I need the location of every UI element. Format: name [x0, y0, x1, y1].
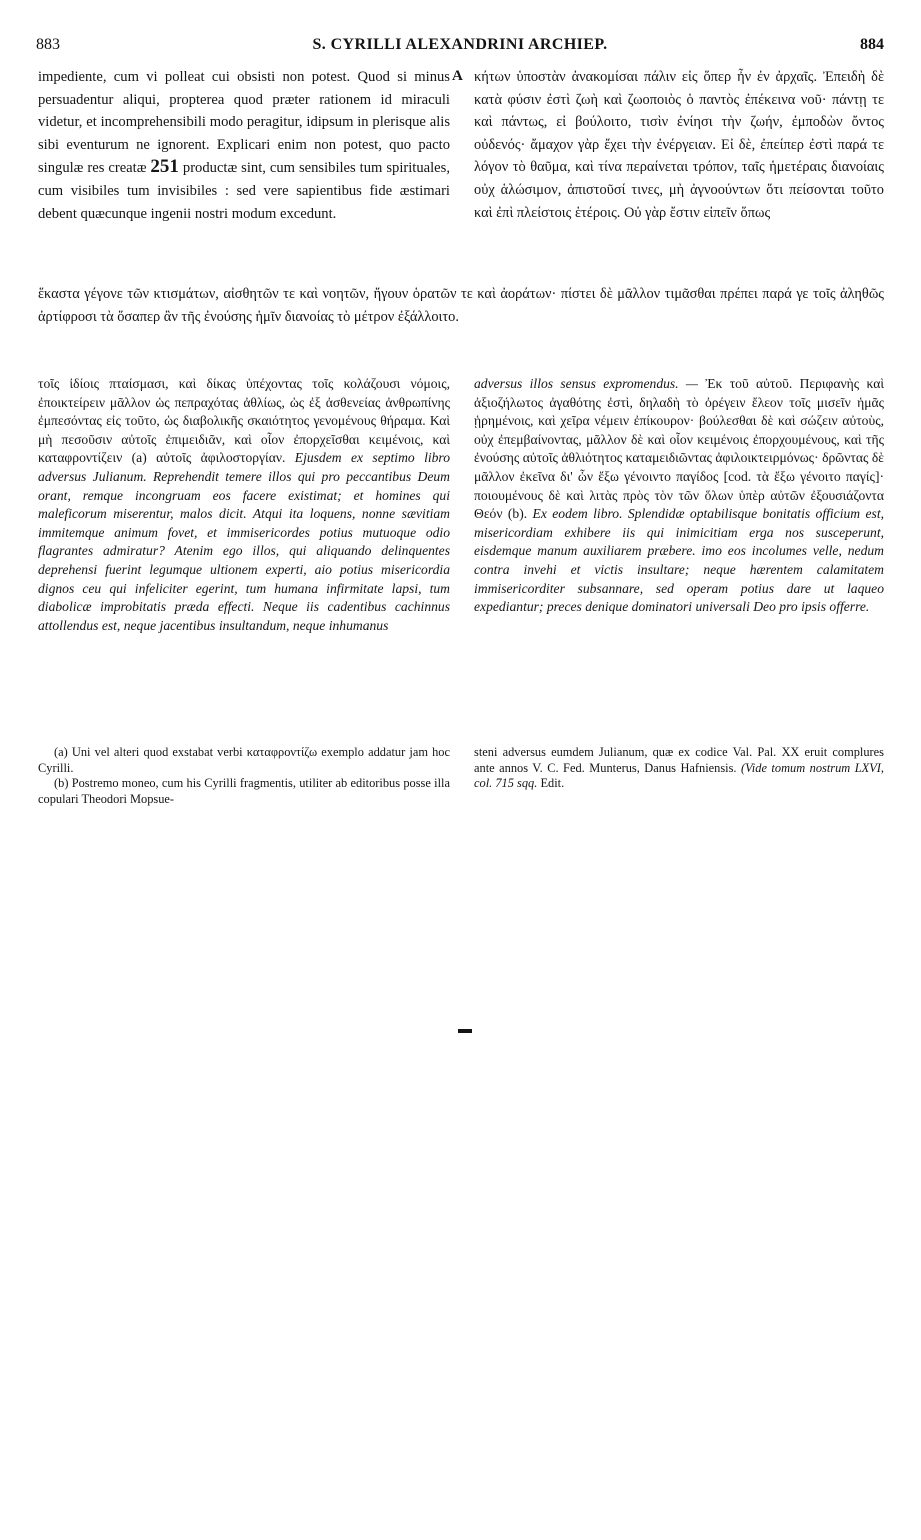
- latin-paragraph: impediente, cum vi polleat cui obsisti non potest. Quod si minus persuadentur aliqui, propterea quod præter rationem id miraculi videtur, et incomprehensibili modo peragitur, idipsum in plerisque alis sibi eventurum ne ignorent. Explicari enim non potest, quo pacto singulæ res creatæ 251 productæ sint, cum sensibiles tum spirituales, cum visibiles tum invisibiles : sed vere sapientibus fide æstimari debent quæcunque ingenii nostri modum excedunt.: [38, 69, 450, 222]
- page-end-dash: [458, 1029, 472, 1033]
- greek-paragraph: κήτων ὑποστὰν ἀνακομίσαι πάλιν εἰς ὅπερ ἦν ἐν ἀρχαῖς. Ἐπειδὴ δὲ κατὰ φύσιν ἐστὶ ζωὴ καὶ ζωοποιὸς ὁ παντὸς ἐπέκεινα νοῦ· πάντῃ τε καὶ πάντως, εἰ βούλοιτο, τισὶν ἐνίησι τὴν ζωήν, ἐμποδὼν ὄντος οὐδενός· ἄμαχον γὰρ ἔχει τὴν ἐνέργειαν. Εἰ δὲ, ἐπείπερ ἐστὶ παρά τε λόγον τὸ θαῦμα, καὶ τίνα περαίνεται τρόπον, ταῖς ἡμετέραις διανοίαις οὐχ ἁλώσιμον, ἀπιστοῦσί τινες, μὴ ἀγνοούντων ὅτι πείσονται τοῦτο καὶ ἐπὶ πλείστοις ἑτέροις. Οὐ γὰρ ἔστιν εἰπεῖν ὅπως: [474, 69, 884, 221]
- footnotes-left: [38, 745, 450, 807]
- latin-italic-text: adversus illos sensus expromendus. —: [474, 376, 699, 391]
- greek-full-width-text: ἕκαστα γέγονε τῶν κτισμάτων, αἰσθητῶν τε καὶ νοητῶν, ἤγουν ὁρατῶν τε καὶ ἀοράτων· πίστει δὲ μᾶλλον τιμᾶσθαι πρέπει παρά γε τοῖς ἀληθῶς ἀρτίφροσι τὰ ὅσαπερ ἂν τῆς ἐνούσης ἡμῖν διανοίας τὸ μέτρον ἐξάλλοιτο.: [38, 286, 884, 325]
- second-right-column: [474, 375, 884, 617]
- column-number: 251: [150, 156, 179, 178]
- footnotes-right: [474, 745, 884, 792]
- footnote-a: (a) Uni vel alteri quod exstabat verbi καταφροντίζω exemplo addatur jam hoc Cyrilli.: [38, 745, 450, 775]
- mixed-paragraph: [38, 375, 450, 635]
- second-left-column: [38, 375, 450, 635]
- footnote-continuation: steni adversus eumdem Julianum, quæ ex codice Val. Pal. XX eruit complures ante annos V. C. Fed. Munterus, Danus Hafniensis. (Vide tomum nostrum LXVI, col. 715 sqq. Edit.: [474, 745, 884, 791]
- latin-column-top: [38, 66, 450, 225]
- running-header: [36, 36, 884, 58]
- running-title: S. CYRILLI ALEXANDRINI ARCHIEP.: [312, 36, 608, 53]
- latin-italic-text: Ejusdem ex septimo libro adversus Julianum. Reprehendit temere illos qui pro peccantibus Deum orant, remque incongruam eos facere existimat; et homines qui maleficorum miserentur, malos dicit. Atqui ita loquens, nonne sævitiam immitemque animum fovet, et immisericordes potius mutuoque odio flagrantes admiratur? Atenim ego illos, qui aliquando delinquentes deprehensi fuerint legumque ultionem experti, aio potius misericordia dignos ceu qui infeliciter egerint, tum humana infirmitate lapsi, tum diabolicæ improbitatis præda effecti. Neque iis cadentibus cachinnus attollendus est, neque jacentibus insultandum, neque inhumanus: [38, 450, 451, 633]
- latin-italic-text: Ex eodem libro. Splendidæ optabilisque bonitatis officium est, misericordiam exhibere iis qui inimicitiam erga nos susceperunt, eisdemque manum auxiliarem præbere. imo eos incolumes velle, nedum contra invehi et victis insultare; neque hærentem calamitatem immisericorditer subsannare, sed operam potius dare ut laqueo expediantur; preces denique dominatori universali Deo pro ipsis offerre.: [474, 506, 884, 615]
- left-page-number: 883: [36, 36, 60, 53]
- right-page-number: 884: [860, 36, 884, 53]
- greek-text: τοῖς ἰδίοις πταίσμασι, καὶ δίκας ὑπέχοντας τοῖς κολάζουσι νόμοις, ἐποικτείρειν μᾶλλον ὡς πεπραχότας ἀθλίως, ὡς ἐξ ἀσθενείας ἀνθρωπίνης ἐμπεσόντας εἰς τοῦτο, ὡς διαβολικῆς σκαιότητος γενομένους θήραμα. Καὶ μὴ πεσοῦσιν αὐτοῖς ἐπιμειδιᾶν, καὶ οἷον ἐπορχεῖσθαι κειμένοις, καὶ καταφροντίζειν (a) αὐτοῖς ἀφιλοστοργίαν.: [38, 376, 450, 466]
- greek-column-top: [474, 66, 884, 224]
- greek-text: Ἐκ τοῦ αὐτοῦ. Περιφανὴς καὶ ἀξιοζήλωτος ἀγαθότης ἐστὶ, δηλαδὴ τὸ ὀρέγειν ἔλεον τοῖς μισεῖν ἡμᾶς ᾑρημένοις, καὶ χεῖρα νέμειν ἐπίκουρον· βούλεσθαι δὲ καὶ σώζειν αὐτοὺς, οὐχ ἐπεμβαίνοντας, μᾶλλον δὲ καὶ οἷον κειμένοις ἐπορχουμένους, καὶ τῆς ἐνούσης αὐτοῖς ἀθλιότητος καταμειδιῶντας ἀφιλοικτειρμόνως· δρῶντας δὲ μᾶλλον ἐκεῖνα δι' ὧν ἔξω γένοιντο παγίδος [cod. τὰ ἔξω γένοιτο παγίς]· ποιουμένους δὲ καὶ λιτὰς πρὸς τὸν τῶν ὅλων ὑπὲρ αὐτῶν ἐξουσιάζοντα Θεόν (b).: [474, 376, 884, 522]
- section-marker: A: [452, 68, 463, 84]
- footnote-b: (b) Postremo moneo, cum his Cyrilli fragmentis, utiliter ab editoribus posse illa copulari Theodori Mopsue-: [38, 776, 450, 806]
- mixed-paragraph: [474, 375, 884, 617]
